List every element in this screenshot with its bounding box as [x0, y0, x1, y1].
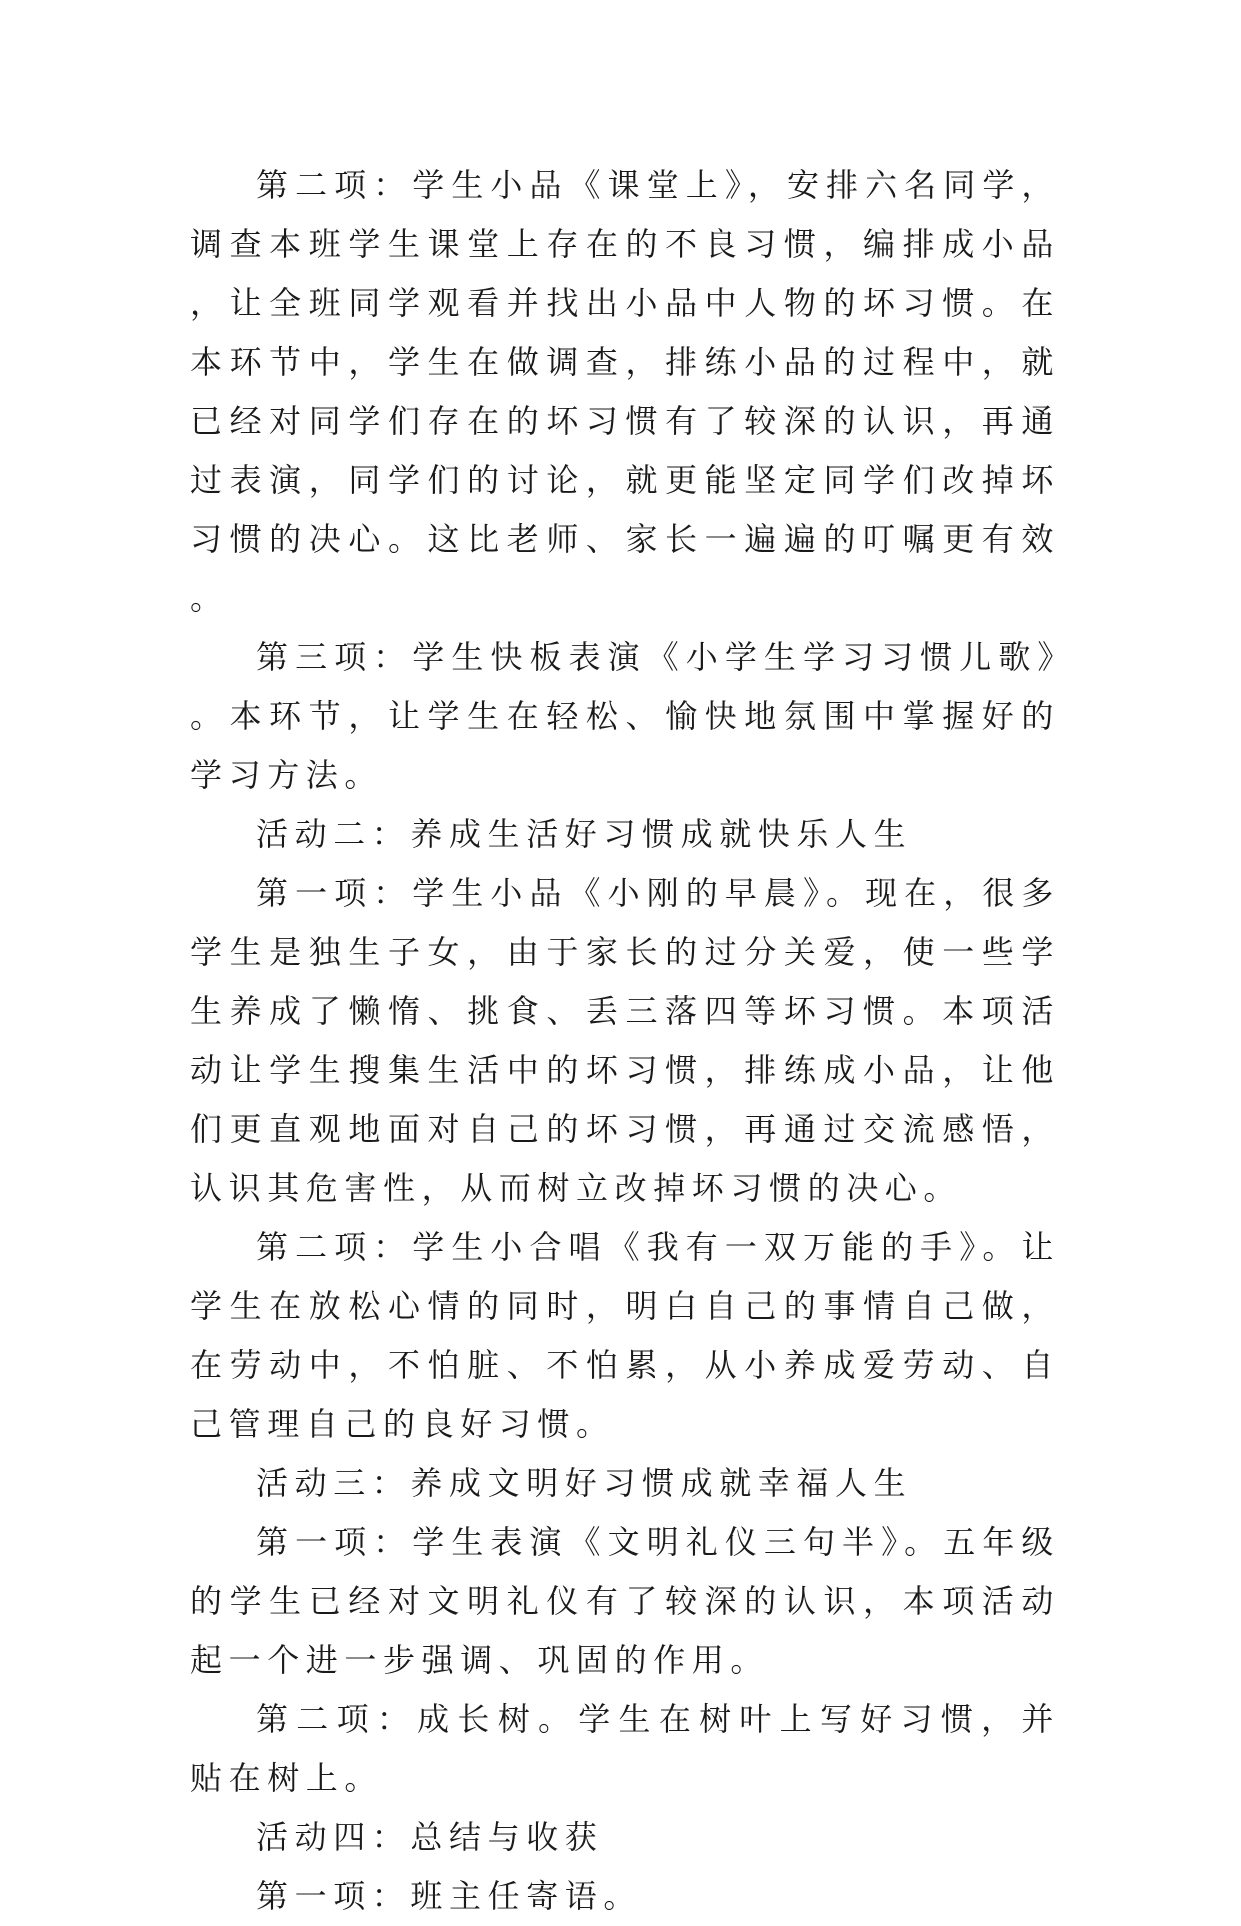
- paragraph: 第二项：学生小品《课堂上》，安排六名同学，调查本班学生课堂上存在的不良习惯，编排成小品，让全班同学观看并找出小品中人物的坏习惯。在本环节中，学生在做调查，排练小品的过程中，就已经对同学们存在的坏习惯有了较深的认识，再通过表演，同学们的讨论，就更能坚定同学们改掉坏习惯的决心。这比老师、家长一遍遍的叮嘱更有效。: [190, 166, 1060, 617]
- paragraph: 第三项：学生快板表演《小学生学习习惯儿歌》。本环节，让学生在轻松、愉快地氛围中掌握好的学习方法。: [190, 638, 1060, 794]
- paragraph: 第一项：学生表演《文明礼仪三句半》。五年级的学生已经对文明礼仪有了较深的认识，本项活动起一个进一步强调、巩固的作用。: [190, 1523, 1060, 1679]
- section-heading: 活动四：总结与收获: [256, 1818, 604, 1856]
- paragraph: 第二项：成长树。学生在树叶上写好习惯，并贴在树上。: [190, 1700, 1060, 1797]
- document-body: [190, 156, 1060, 1926]
- section-heading: 活动二：养成生活好习惯成就快乐人生: [256, 815, 913, 853]
- paragraph: 第一项：班主任寄语。: [256, 1877, 643, 1915]
- section-heading: 活动三：养成文明好习惯成就幸福人生: [256, 1464, 913, 1502]
- paragraph: 第一项：学生小品《小刚的早晨》。现在，很多学生是独生子女，由于家长的过分关爱，使一些学生养成了懒惰、挑食、丢三落四等坏习惯。本项活动让学生搜集生活中的坏习惯，排练成小品，让他们更直观地面对自己的坏习惯，再通过交流感悟，认识其危害性，从而树立改掉坏习惯的决心。: [190, 874, 1060, 1207]
- paragraph: 第二项：学生小合唱《我有一双万能的手》。让学生在放松心情的同时，明白自己的事情自己做，在劳动中，不怕脏、不怕累，从小养成爱劳动、自己管理自己的良好习惯。: [190, 1228, 1060, 1443]
